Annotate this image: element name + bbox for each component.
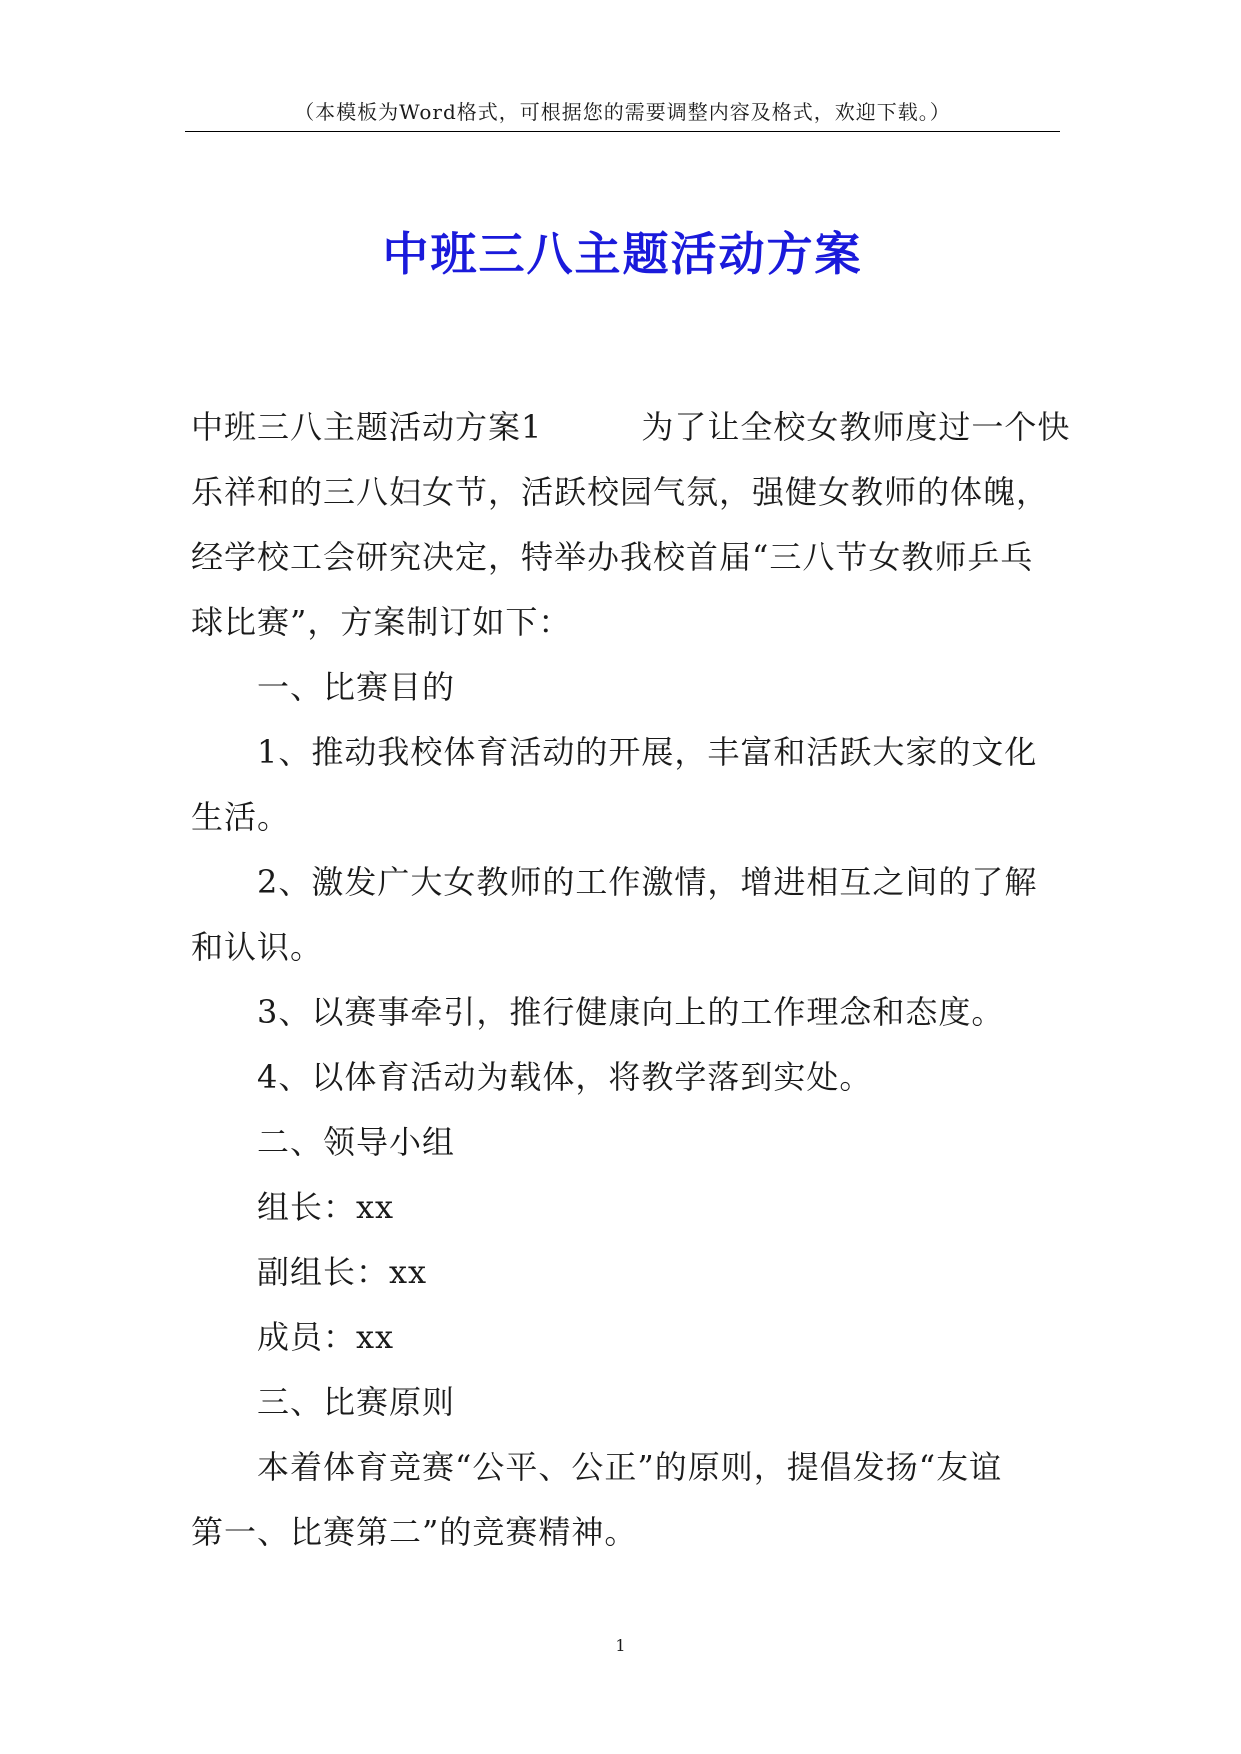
leader-line: [191, 1175, 1071, 1240]
page-number: 1: [615, 1636, 626, 1655]
text-line: 乐祥和的三八妇女节，活跃校园气氛，强健女教师的体魄，: [191, 473, 1050, 511]
section-heading-leadership: [191, 1110, 1071, 1175]
members-line: [191, 1305, 1071, 1370]
text-line: 经学校工会研究决定，特举办我校首届“三八节女教师乒乓: [191, 538, 1034, 576]
text-line: 一、比赛目的: [257, 668, 456, 706]
text-line: 组长：xx: [257, 1188, 395, 1226]
text-line: 成员：xx: [257, 1318, 395, 1356]
text-line: 二、领导小组: [257, 1123, 456, 1161]
text-line: 副组长：xx: [257, 1253, 428, 1291]
purpose-item-2: [191, 850, 1071, 980]
section-heading-purpose: [191, 655, 1071, 720]
text-line: 1、推动我校体育活动的开展，丰富和活跃大家的文化: [257, 733, 1038, 771]
text-line: 生活。: [191, 798, 291, 836]
text-line: 本着体育竞赛“公平、公正”的原则，提倡发扬“友谊: [257, 1448, 1003, 1486]
text-line: 和认识。: [191, 928, 324, 966]
deputy-leader-line: [191, 1240, 1071, 1305]
text-line: 4、以体育活动为载体，将教学落到实处。: [257, 1058, 873, 1096]
text-line: 第一、比赛第二”的竞赛精神。: [191, 1513, 638, 1551]
purpose-item-1: [191, 720, 1071, 850]
header-note: （本模板为Word格式，可根据您的需要调整内容及格式，欢迎下载。）: [294, 100, 951, 124]
document-title: 中班三八主题活动方案: [382, 227, 863, 281]
header-rule: [185, 131, 1060, 132]
section-heading-principles: [191, 1370, 1071, 1435]
text-line: 三、比赛原则: [257, 1383, 456, 1421]
intro-paragraph: [191, 395, 1071, 655]
principle-paragraph: [191, 1435, 1071, 1565]
text-line: 中班三八主题活动方案1 为了让全校女教师度过一个快: [191, 408, 1071, 446]
text-line: 球比赛”，方案制订如下：: [191, 603, 572, 641]
purpose-item-3: [191, 980, 1071, 1045]
purpose-item-4: [191, 1045, 1071, 1110]
text-line: 2、激发广大女教师的工作激情，增进相互之间的了解: [257, 863, 1038, 901]
text-line: 3、以赛事牵引，推行健康向上的工作理念和态度。: [257, 993, 1005, 1031]
document-body: [191, 395, 1071, 1565]
